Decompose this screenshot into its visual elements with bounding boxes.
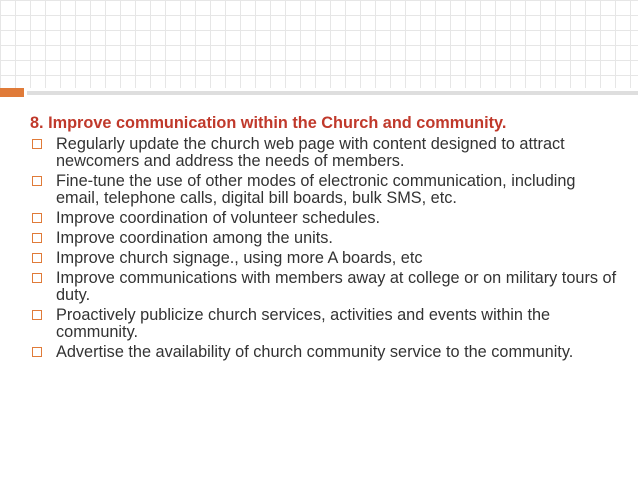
bullet-item	[30, 173, 620, 207]
square-bullet-icon	[32, 310, 42, 320]
square-bullet-icon	[32, 273, 42, 283]
bullet-text: Regularly update the church web page with content designed to attract newcomers and address the needs of members.	[56, 135, 565, 170]
bullet-item	[30, 270, 620, 304]
slide-content	[30, 113, 620, 364]
bullet-text: Advertise the availability of church community service to the community.	[56, 343, 574, 361]
slide-heading: 8. Improve communication within the Church and community.	[30, 114, 507, 132]
bullet-item	[30, 136, 620, 170]
orange-accent-bar	[0, 88, 24, 97]
bullet-text: Improve communications with members away at college or on military tours of duty.	[56, 269, 617, 304]
gray-divider-rule	[27, 91, 638, 95]
bullet-item	[30, 344, 620, 361]
square-bullet-icon	[32, 139, 42, 149]
bullet-item	[30, 230, 620, 247]
bullet-item	[30, 210, 620, 227]
square-bullet-icon	[32, 347, 42, 357]
bullet-list	[30, 136, 620, 361]
bullet-item	[30, 250, 620, 267]
header-grid-background	[0, 0, 638, 88]
bullet-text: Improve coordination among the units.	[56, 229, 333, 247]
bullet-text: Improve coordination of volunteer schedules.	[56, 209, 381, 227]
square-bullet-icon	[32, 213, 42, 223]
square-bullet-icon	[32, 176, 42, 186]
bullet-text: Fine-tune the use of other modes of electronic communication, including email, telephone calls, digital bill boards, bulk SMS, etc.	[56, 172, 576, 207]
bullet-text: Proactively publicize church services, activities and events within the community.	[56, 306, 551, 341]
square-bullet-icon	[32, 233, 42, 243]
square-bullet-icon	[32, 253, 42, 263]
bullet-item	[30, 307, 620, 341]
bullet-text: Improve church signage., using more A boards, etc	[56, 249, 423, 267]
